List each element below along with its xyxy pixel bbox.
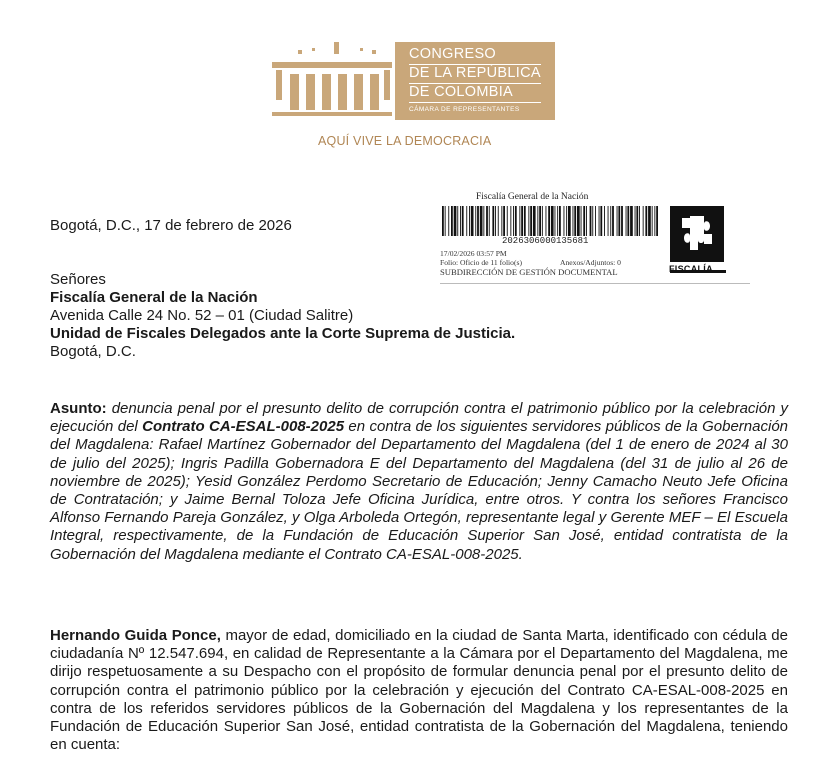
barcode-bar xyxy=(530,206,532,236)
barcode-bar xyxy=(643,206,644,236)
addressee-city: Bogotá, D.C. xyxy=(50,343,136,360)
barcode-bar xyxy=(581,206,582,236)
stamp-anexos: Anexos/Adjuntos: 0 xyxy=(560,258,621,267)
barcode-bar xyxy=(537,206,538,236)
barcode-bar xyxy=(533,206,536,236)
congress-logo-box xyxy=(395,42,555,120)
barcode-bar xyxy=(652,206,653,236)
barcode-bar xyxy=(475,206,476,236)
fiscalia-label: FISCALÍA xyxy=(669,264,713,274)
barcode-bar xyxy=(515,206,517,236)
barcode-bar xyxy=(635,206,636,236)
barcode-bar xyxy=(521,206,523,236)
barcode-bar xyxy=(608,206,609,236)
barcode-bar xyxy=(583,206,585,236)
barcode-bar xyxy=(600,206,602,236)
barcode-bar xyxy=(445,206,446,236)
barcode-bar xyxy=(480,206,483,236)
barcode-bar xyxy=(448,206,449,236)
barcode-bar xyxy=(454,206,457,236)
barcode-bar xyxy=(604,206,605,236)
barcode-bar xyxy=(555,206,556,236)
logo-line: DE COLOMBIA xyxy=(409,84,514,100)
barcode-bar xyxy=(466,206,467,236)
subject-text-2: en contra de los siguientes servidores públicos de la Gobernación del Magdalena: Rafael Martínez Gobernador del Departamento del Magdalena (del 1 de enero de 2024 al 30 de julio del 2025); Ingris Padilla Gobernadora E del Departamento del Magdalena (del 31 de julio al 26 de noviembre de 2025); Yesid González Perdomo Secretario de Educación; Jenny Camacho Neuto Jefe Oficina de Contratación; y Jaime Bernal Toloza Jefe Oficina Jurídica, entre otros. Y contra los señores Francisco Alfonso Fernando Pareja González, y Olga Arboleda Ortegón, representante legal y Gerente MEF – El Escuela Integral, respectivamente, de la Fundación de Educación Superior San José, entidad contratista de la Gobernación del Magdalena mediante el Contrato CA-ESAL-008-2025. xyxy=(50,418,788,563)
barcode-bar xyxy=(626,206,627,236)
barcode-bar xyxy=(551,206,554,236)
barcode-bar xyxy=(462,206,464,236)
barcode-bar xyxy=(630,206,633,236)
capitol-logo-icon xyxy=(262,40,392,120)
subject-paragraph xyxy=(50,400,788,564)
barcode-bar xyxy=(510,206,511,236)
barcode-bar xyxy=(457,206,458,236)
subject-contract: Contrato CA-ESAL-008-2025 xyxy=(142,418,345,436)
barcode-bar xyxy=(654,206,655,236)
barcode-bar xyxy=(590,206,592,236)
stamp-title: Fiscalía General de la Nación xyxy=(476,192,589,202)
barcode-bar xyxy=(612,206,614,236)
barcode-bar xyxy=(577,206,580,236)
barcode-bar xyxy=(519,206,520,236)
logo-line: CÁMARA DE REPRESENTANTES xyxy=(409,106,520,113)
body-text: mayor de edad, domiciliado en la ciudad de Santa Marta, identificado con cédula de ciudadanía Nº 12.547.694, en calidad de Representante a la Cámara por el Departamento del Magdalena, me dirijo respetuosamente a su Despacho con el propósito de formular denuncia penal por el presunto delito de corrupción contra el patrimonio público por la celebración y ejecución del Contrato CA-ESAL-008-2025 en contra de los referidos servidores públicos de la Gobernación del Magdalena y los representantes de la Fundación de Educación Superior San José, entidad contratista de la Gobernación del Magdalena, teniendo en cuenta: xyxy=(50,627,788,754)
barcode-bar xyxy=(648,206,651,236)
barcode-bar xyxy=(621,206,623,236)
barcode-bar xyxy=(489,206,490,236)
date-line: Bogotá, D.C., 17 de febrero de 2026 xyxy=(50,217,292,234)
barcode-bar xyxy=(574,206,576,236)
addressee-address: Avenida Calle 24 No. 52 – 01 (Ciudad Salitre) xyxy=(50,307,354,324)
salutation: Señores xyxy=(50,271,106,288)
barcode-bar xyxy=(507,206,508,236)
barcode-bar xyxy=(636,206,638,236)
barcode-bar xyxy=(469,206,470,236)
barcode-bar xyxy=(442,206,444,236)
barcode-bar xyxy=(618,206,620,236)
barcode-bar xyxy=(639,206,640,236)
addressee-unit: Unidad de Fiscales Delegados ante la Corte Suprema de Justicia. xyxy=(50,325,516,342)
barcode-bar xyxy=(542,206,543,236)
addressee-organization: Fiscalía General de la Nación xyxy=(50,289,258,306)
stamp-office: SUBDIRECCIÓN DE GESTIÓN DOCUMENTAL xyxy=(440,267,618,277)
barcode-bar xyxy=(471,206,474,236)
barcode-bar xyxy=(524,206,526,236)
barcode-bar xyxy=(483,206,484,236)
barcode-bar xyxy=(573,206,574,236)
barcode-bar xyxy=(539,206,541,236)
complainant-name: Hernando Guida Ponce, xyxy=(50,627,221,644)
barcode-bar xyxy=(477,206,479,236)
subject-label: Asunto: xyxy=(50,400,107,417)
addressee-block xyxy=(50,271,515,361)
barcode-bar xyxy=(627,206,629,236)
logo-line: DE LA REPÚBLICA xyxy=(409,65,541,81)
logo-line: CONGRESO xyxy=(409,46,496,62)
barcode-bar xyxy=(586,206,587,236)
subject-text-1: denuncia penal por el presunto delito de corrupción contra el patrimonio público por la celebración y ejecución del xyxy=(50,400,788,436)
barcode-bar xyxy=(495,206,496,236)
stamp-datetime: 17/02/2026 03:57 PM xyxy=(440,249,507,258)
barcode-bar xyxy=(599,206,600,236)
stamp-barcode-number: 20263060001356​81 xyxy=(502,236,589,246)
barcode-bar xyxy=(451,206,453,236)
barcode-bar xyxy=(557,206,558,236)
barcode-bar xyxy=(460,206,461,236)
barcode-bar xyxy=(498,206,499,236)
barcode-bar xyxy=(610,206,611,236)
barcode-bar xyxy=(548,206,550,236)
barcode-icon xyxy=(440,206,660,236)
stamp-folio: Folio: Oficio de 11 folio(s) xyxy=(440,258,522,267)
barcode-bar xyxy=(503,206,505,236)
barcode-bar xyxy=(568,206,571,236)
barcode-bar xyxy=(656,206,658,236)
barcode-bar xyxy=(592,206,593,236)
barcode-bar xyxy=(645,206,647,236)
barcode-bar xyxy=(546,206,547,236)
barcode-bar xyxy=(566,206,567,236)
body-paragraph xyxy=(50,627,788,754)
barcode-bar xyxy=(595,206,596,236)
barcode-bar xyxy=(492,206,494,236)
slogan: AQUÍ VIVE LA DEMOCRACIA xyxy=(318,134,492,148)
barcode-bar xyxy=(564,206,565,236)
barcode-bar xyxy=(617,206,618,236)
barcode-bar xyxy=(486,206,488,236)
barcode-bar xyxy=(513,206,514,236)
barcode-bar xyxy=(559,206,561,236)
barcode-bar xyxy=(501,206,502,236)
barcode-bar xyxy=(528,206,529,236)
